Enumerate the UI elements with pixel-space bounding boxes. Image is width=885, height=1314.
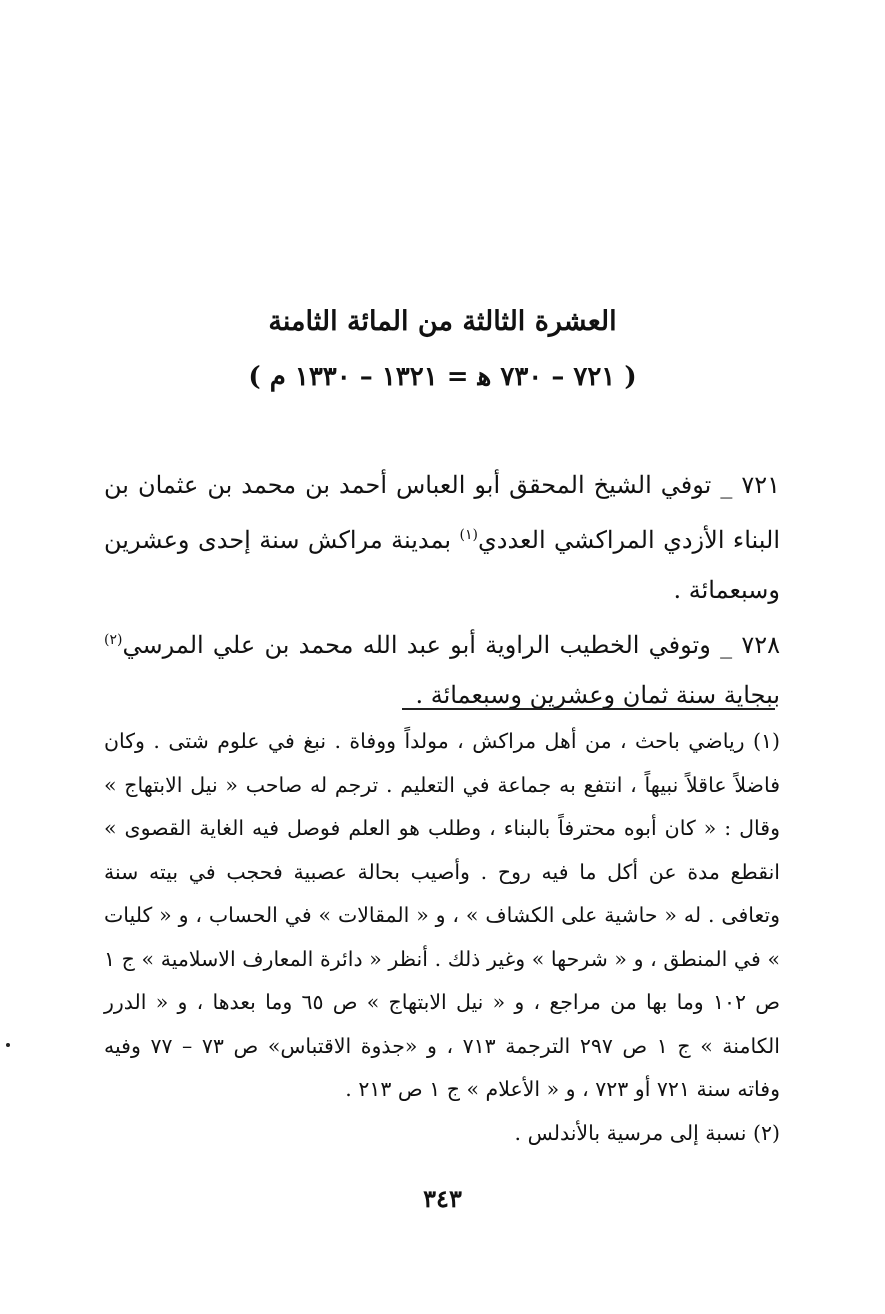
section-title: العشرة الثالثة من المائة الثامنة [268,306,617,337]
main-text [104,460,780,720]
entry-721 [104,460,780,615]
entry-text-continued: بمدينة مراكش سنة إحدى وعشرين وسبعمائة . [104,526,780,604]
entry-728 [104,615,780,720]
footnote-marker: (١) [459,527,478,543]
entry-text: ٧٢١ _ توفي الشيخ المحقق أبو العباس أحمد بن محمد بن عثمان بن البناء الأزدي المراكشي العددي [104,471,780,554]
footnote-2: (٢) نسبة إلى مرسية بالأندلس . [514,1120,780,1145]
entry-text-continued: ببجاية سنة ثمان وعشرين وسبعمائة . [415,681,780,709]
scan-speck [6,1043,10,1047]
section-date-range: ( ٧٢١ – ٧٣٠ ه‍ = ١٣٢١ – ١٣٣٠ م ) [248,362,637,392]
footnotes [104,720,780,1155]
footnote-divider [402,708,775,710]
footnote-1: (١) رياضي باحث ، من أهل مراكش ، مولداً ووفاة . نبغ في علوم شتى . وكان فاضلاً عاقلاً نبيهاً ، انتفع به جماعة في التعليم . ترجم له صاحب « نيل الابتهاج » وقال : « كان أبوه محترفاً بالبناء ، وطلب هو العلم فوصل فيه الغاية القصوى » انقطع مدة عن أكل ما فيه روح . وأصيب بحالة عصبية فحجب في بيته سنة وتعافى . له « حاشية على الكشاف » ، و « المقالات » في الحساب ، و « كليات » في المنطق ، و « شرحها » وغير ذلك . أنظر « دائرة المعارف الاسلامية » ج ١ ص ١٠٢ وما بها من مراجع ، و « نيل الابتهاج » ص ٦٥ وما بعدها ، و « الدرر الكامنة » ج ١ ص ٢٩٧ الترجمة ٧١٣ ، و «جذوة الاقتباس» ص ٧٣ – ٧٧ وفيه وفاته سنة ٧٢١ أو ٧٢٣ ، و « الأعلام » ج ١ ص ٢١٣ . [104,729,780,1101]
page-number: ٣٤٣ [423,1184,462,1213]
entry-text: ٧٢٨ _ وتوفي الخطيب الراوية أبو عبد الله محمد بن علي المرسي [122,631,780,659]
footnote-marker: (٢) [104,632,123,648]
